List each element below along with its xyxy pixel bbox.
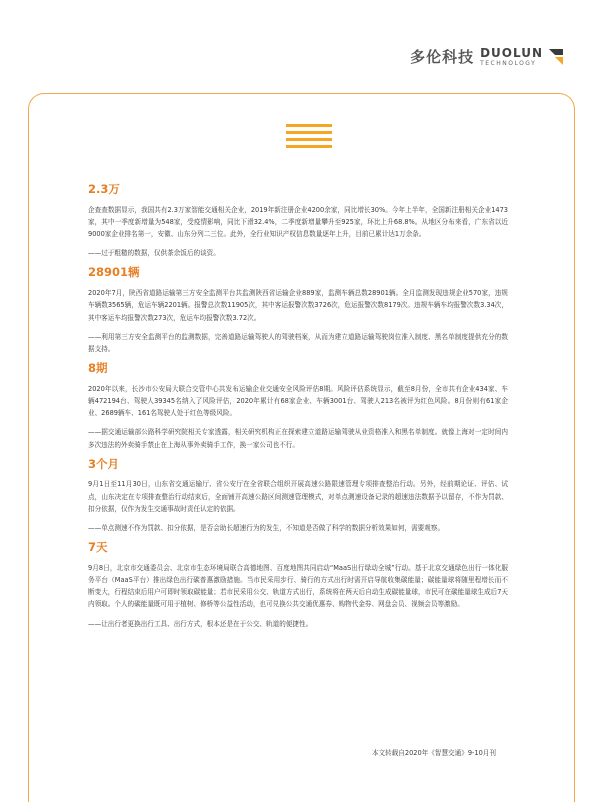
section-heading: 3个月 (88, 456, 120, 471)
section-7-days (88, 541, 508, 630)
stripe (286, 124, 332, 127)
section-comment: ——让出行者更换出行工具、出行方式，根本还是在于公交、轨道的便捷性。 (88, 619, 313, 628)
section-body: 企查查数据显示，我国共有2.3万家智能交通相关企业，2019年新注册企业4200余家，同比增长30%。今年上半年，全国新注册相关企业1473家，其中一季度新增量为548家，受疫情影响，同比下滑32.4%，二季度新增量攀升至925家，环比上升68.8%。从地区分布来看，广东省以近9000家企业排名第一，安徽、山东分列二三位。此外，全行业知识产权信息数量逐年上升，目前已累计达1万余条。 (88, 205, 508, 239)
header-logo (410, 46, 563, 67)
section-comment: ——利用第三方安全监测平台的监测数据，完善道路运输驾驶人的驾驶档案，从而为建立道路运输驾驶岗位准入制度、黑名单制度提供充分的数据支持。 (88, 332, 508, 353)
section-8-qi (88, 362, 508, 451)
logo-chinese: 多伦科技 (410, 48, 475, 66)
stripe (286, 145, 332, 148)
section-comment: ——过于粗糙的数据，仅供茶余饭后的谈资。 (88, 249, 220, 258)
section-body: 2020年以来，长沙市公安局大联合交管中心共发布运输企业交通安全风险评估8期。风险评估系统显示，截至8月份，全市共有企业434家、车辆472194台、驾驶人39345名纳入了风险评估，2020年累计有68家企业、车辆3001台、驾驶人213名被评为红色风险。8月份则有61家企业、2689辆车、161名驾驶人处于红色等级风险。 (88, 384, 508, 418)
decorative-stripes (286, 124, 332, 152)
section-2-3-wan (88, 183, 508, 259)
stripe (286, 138, 332, 141)
section-body: 2020年7月，陕西省道路运输第三方安全监测平台共监测陕西省运输企业889家，监测车辆总数28901辆。全月监测发现违规企业570家，违规车辆数3565辆，危运车辆2201辆。报警总次数11905次，其中客运报警次数3726次，危运报警次数8179次。违规车辆车均报警次数3.34次，其中客运车均报警次数273次，危运车均报警次数3.72次。 (88, 289, 508, 322)
section-body: 9月1日至11月30日，山东省交通运输厅、省公安厅在全省联合组织开展高速公路限速管理专项排查整治行动。另外，经前期论证、评估、试点，山东决定在专项排查整治行动结束后，全面铺开高速公路区间测速管理模式，对单点测速设备记录的超速违法数据予以留存，不作为罚款、扣分依据，仅作为发生交通事故时责任认定的依据。 (88, 480, 508, 513)
section-heading: 28901辆 (88, 265, 140, 280)
section-comment: ——据交通运输部公路科学研究院相关专家透露，相关研究机构正在探索建立道路运输驾驶从业资格准入和黑名单制度。就像上海对一定时间内多次违法的外卖骑手禁止在上海从事外卖骑手工作，换一家公司也不行。 (88, 428, 508, 449)
logo-english: DUOLUN (480, 45, 543, 60)
section-comment: ——单点测速不作为罚款、扣分依据，是否会助长超速行为的发生，不知道是否做了科学的数据分析效果如何，需要观察。 (88, 524, 445, 533)
logo-subtitle: TECHNOLOGY (480, 59, 537, 67)
article-content (88, 183, 508, 637)
logo-mark-icon (549, 49, 563, 65)
logo-english-block (480, 47, 543, 67)
section-28901 (88, 266, 508, 355)
section-heading: 8期 (88, 361, 108, 376)
source-note: 本文转载自2020年《智慧交通》9-10月刊 (371, 749, 496, 757)
section-heading: 2.3万 (88, 182, 120, 196)
section-heading: 7天 (88, 540, 108, 555)
stripe (286, 131, 332, 134)
section-body: 9月8日，北京市交通委员会、北京市生态环境局联合高德地图、百度地图共同启动“MaaS出行绿动全城”行动。基于北京交通绿色出行一体化服务平台（MaaS平台）推出绿色出行碳普惠激励措施。当市民采用步行、骑行的方式出行时需开启导航收集碳能量；碳能量球将随里程增长而不断变大，行程结束后用户可即时领取碳能量；若市民采用公交、轨道方式出行，系统将在两天后自动生成碳能量球，市民可在碳能量球生成后7天内领取。个人的碳能量既可用于植树、修桥等公益性活动，也可兑换公共交通优惠券、购物代金券、网盘会员、视频会员等激励。 (88, 563, 508, 609)
section-3-months (88, 458, 508, 534)
